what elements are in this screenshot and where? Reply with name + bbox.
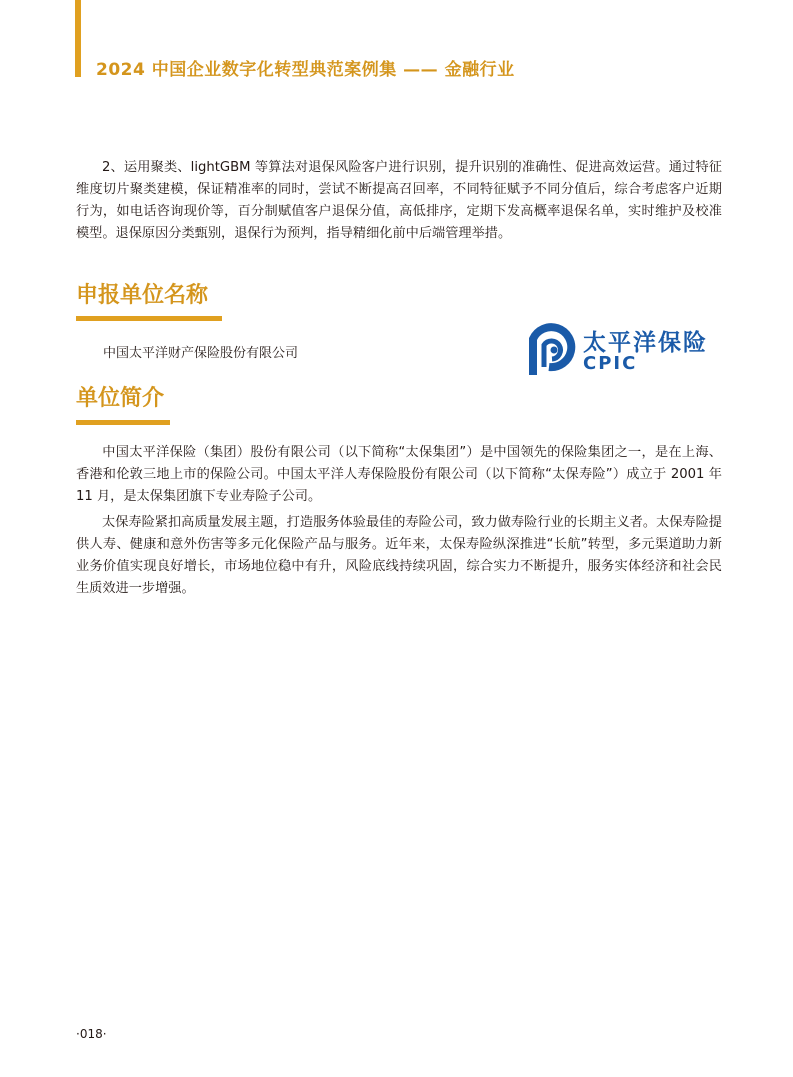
profile-paragraph-2-text: 太保寿险紧扣高质量发展主题，打造服务体验最佳的寿险公司，致力做寿险行业的长期主义者。太保寿险提供人寿、健康和意外伤害等多元化保险产品与服务。近年来，太保寿险纵深推进“长航”转型，多元渠道助力新业务价值实现良好增长，市场地位稳中有升，风险底线持续巩固，综合实力不断提升，服务实体经济和社会民生质效进一步增强。 xyxy=(76,515,722,596)
section-underline xyxy=(76,420,170,425)
logo-name-cn: 太平洋保险 xyxy=(583,330,708,356)
page-number: ·018· xyxy=(76,1027,107,1041)
profile-paragraph-2 xyxy=(76,512,722,600)
header-accent-bar xyxy=(75,0,81,77)
applicant-company-name: 中国太平洋财产保险股份有限公司 xyxy=(103,346,299,361)
cpic-logo xyxy=(525,322,720,378)
section-title-profile: 单位简介 xyxy=(76,386,165,411)
intro-paragraph xyxy=(76,157,722,245)
profile-paragraph-1 xyxy=(76,442,722,508)
profile-paragraph-1-text: 中国太平洋保险（集团）股份有限公司（以下简称“太保集团”）是中国领先的保险集团之一，是在上海、香港和伦敦三地上市的保险公司。中国太平洋人寿保险股份有限公司（以下简称“太保寿险”）成立于 2001 年 11 月，是太保集团旗下专业寿险子公司。 xyxy=(76,445,722,504)
header-title: 2024 中国企业数字化转型典范案例集 —— 金融行业 xyxy=(96,60,515,80)
intro-paragraph-text: 2、运用聚类、lightGBM 等算法对退保风险客户进行识别，提升识别的准确性、促进高效运营。通过特征维度切片聚类建模，保证精准率的同时，尝试不断提高召回率，不同特征赋予不同分值后，综合考虑客户近期行为，如电话咨询现价等，百分制赋值客户退保分值，高低排序，定期下发高概率退保名单，实时维护及校准模型。退保原因分类甄别，退保行为预判，指导精细化前中后端管理举措。 xyxy=(76,160,722,241)
section-underline xyxy=(76,316,222,321)
cpic-emblem-icon xyxy=(525,323,577,377)
section-title-applicant: 申报单位名称 xyxy=(76,283,209,308)
logo-name-en: CPIC xyxy=(583,353,638,374)
